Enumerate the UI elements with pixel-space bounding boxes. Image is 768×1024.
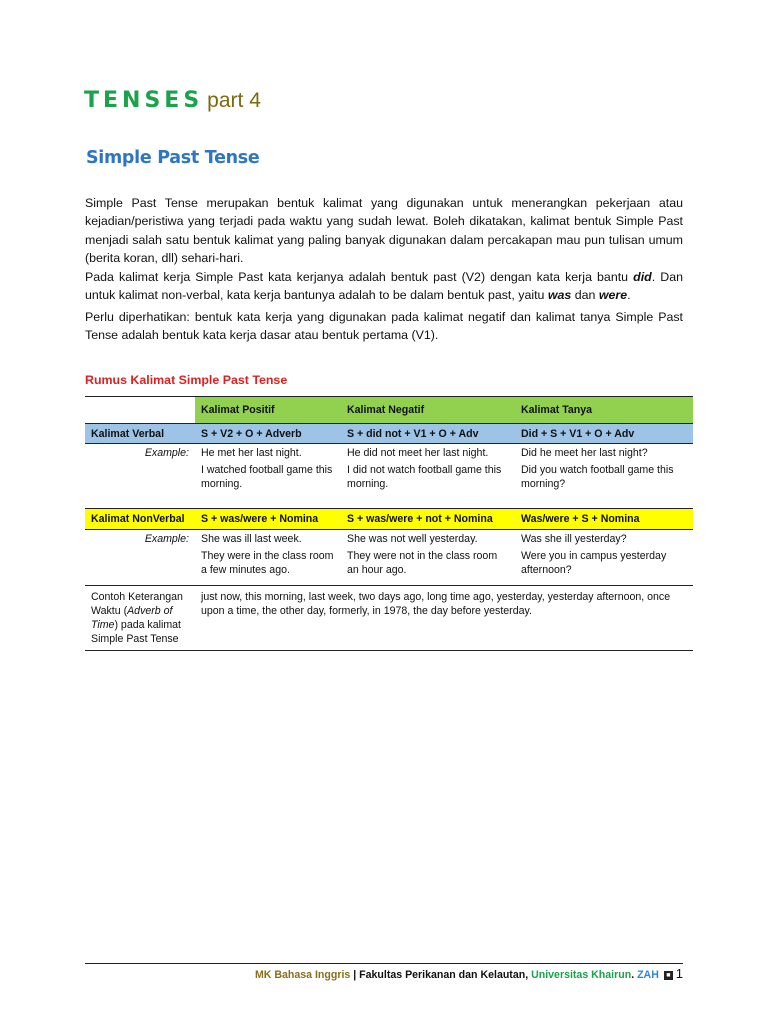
- page-footer: [255, 966, 683, 981]
- rumus-heading: Rumus Kalimat Simple Past Tense: [85, 373, 288, 387]
- verbal-example-negative: [341, 444, 515, 509]
- paragraph-note: Perlu diperhatikan: bentuk kata kerja yang digunakan pada kalimat negatif dan kalimat tanya Simple Past Tense adalah bentuk kata kerja dasar atau bentuk pertama (V1).: [85, 310, 683, 343]
- adverb-examples: just now, this morning, last week, two days ago, long time ago, yesterday, yesterday afternoon, once upon a time, the other day, formerly, in 1978, the day before yesterday.: [195, 586, 693, 651]
- adverb-label-a: Contoh Keterangan Waktu (: [91, 591, 183, 617]
- example-sentence: Was she ill yesterday?: [521, 533, 627, 545]
- nonverbal-formula-negative: S + was/were + not + Nomina: [341, 509, 515, 530]
- verbal-example-row: [85, 444, 693, 509]
- adverb-row: [85, 586, 693, 651]
- verbal-formula-negative: S + did not + V1 + O + Adv: [341, 424, 515, 444]
- page-number: 1: [675, 966, 683, 981]
- header-tanya: Kalimat Tanya: [515, 397, 693, 424]
- header-empty-cell: [85, 397, 195, 424]
- footer-dot: .: [631, 969, 638, 981]
- footer-course: MK Bahasa Inggris: [254, 969, 351, 981]
- example-sentence: They were not in the class room an hour ago.: [347, 550, 498, 576]
- example-sentence: He did not meet her last night.: [347, 447, 489, 459]
- example-sentence: I watched football game this morning.: [201, 464, 333, 490]
- p2-text-b: . Dan untuk kalimat non-verbal, kata kerja bantunya adalah to be dalam bentuk past, yaitu: [85, 270, 683, 303]
- example-sentence: Were you in campus yesterday afternoon?: [521, 550, 667, 576]
- nonverbal-example-positive: [195, 530, 341, 586]
- footer-initials: ZAH: [637, 969, 659, 981]
- nonverbal-example-negative: [341, 530, 515, 586]
- p2-text-a: Pada kalimat kerja Simple Past kata kerjanya adalah bentuk past (V2) dengan kata kerja bantu: [85, 270, 634, 284]
- adverb-label: [85, 586, 195, 651]
- p2-did: did: [633, 270, 652, 284]
- p2-was: was: [547, 288, 572, 303]
- example-sentence: Did he meet her last night?: [521, 447, 648, 459]
- header-negatif: Kalimat Negatif: [341, 397, 515, 424]
- verbal-formula-row: [85, 424, 693, 444]
- paragraph-definition: Simple Past Tense merupakan bentuk kalimat yang digunakan untuk menerangkan pekerjaan atau kejadian/peristiwa yang terjadi pada waktu yang sudah lewat. Boleh dikatakan, kalimat bentuk Simple Past menjadi salah satu bentuk kalimat yang paling banyak digunakan dalam percakapan mau pun tulisan umum (berita koran, dll) sehari-hari.: [85, 196, 683, 265]
- footer-faculty: Fakultas Perikanan dan Kelautan,: [359, 969, 532, 981]
- adverb-label-b: ) pada kalimat Simple Past Tense: [91, 619, 181, 645]
- nonverbal-example-question: [515, 530, 693, 586]
- nonverbal-label: Kalimat NonVerbal: [85, 509, 195, 530]
- formula-table: [85, 396, 693, 651]
- nonverbal-example-label: Example:: [144, 533, 189, 545]
- verbal-example-question: [515, 444, 693, 509]
- verbal-label: Kalimat Verbal: [85, 424, 195, 444]
- footer-university: Universitas Khairun: [531, 969, 632, 981]
- footer-separator: |: [350, 969, 360, 981]
- adverb-label-italic: Adverb of Time: [91, 605, 173, 631]
- nonverbal-formula-question: Was/were + S + Nomina: [515, 509, 693, 530]
- p2-text-c: dan: [571, 288, 599, 303]
- p2-text-d: .: [627, 288, 631, 303]
- footer-divider: [85, 963, 683, 964]
- page-marker-icon: ■: [664, 971, 673, 980]
- example-sentence: Did you watch football game this morning?: [521, 464, 674, 490]
- table-header-row: [85, 397, 693, 424]
- example-sentence: He met her last night.: [201, 447, 302, 459]
- title-tenses: TENSES: [84, 88, 204, 113]
- nonverbal-example-row: [85, 530, 693, 586]
- verbal-example-positive: [195, 444, 341, 509]
- example-sentence: She was not well yesterday.: [347, 533, 478, 545]
- p2-were: were: [598, 288, 628, 303]
- title-part: part 4: [207, 89, 261, 112]
- example-sentence: I did not watch football game this morning.: [347, 464, 502, 490]
- header-positif: Kalimat Positif: [195, 397, 341, 424]
- example-sentence: She was ill last week.: [201, 533, 302, 545]
- nonverbal-formula-positive: S + was/were + Nomina: [195, 509, 341, 530]
- section-title: Simple Past Tense: [86, 148, 260, 168]
- verbal-example-label: Example:: [144, 447, 189, 459]
- document-title: [84, 88, 261, 113]
- example-sentence: They were in the class room a few minutes ago.: [201, 550, 334, 576]
- verbal-formula-question: Did + S + V1 + O + Adv: [515, 424, 693, 444]
- nonverbal-formula-row: [85, 509, 693, 530]
- verbal-formula-positive: S + V2 + O + Adverb: [195, 424, 341, 444]
- paragraph-verb-forms: [85, 268, 683, 305]
